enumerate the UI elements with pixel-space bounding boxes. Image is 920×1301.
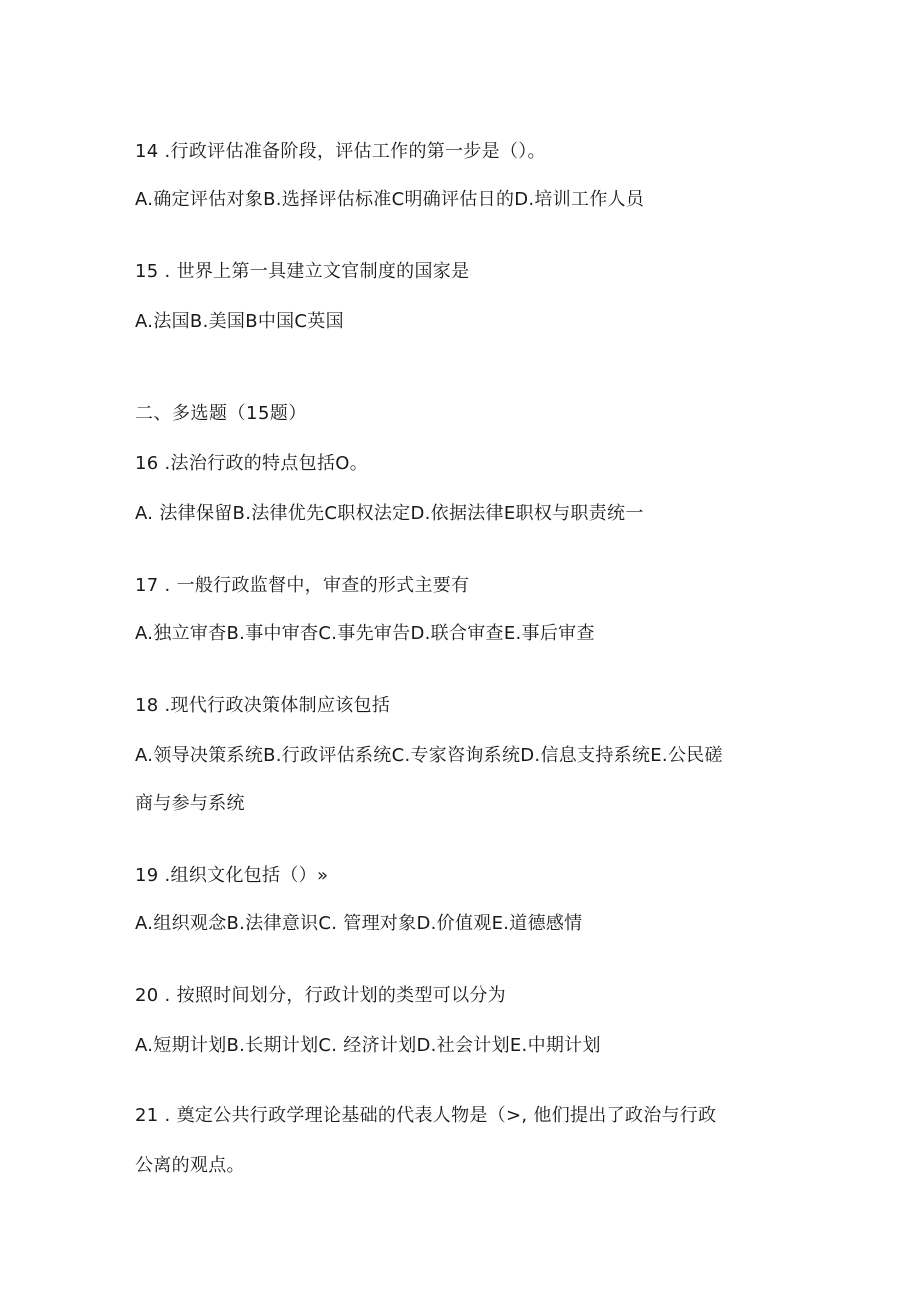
question-19-options: A.组织观念B.法律意识C. 管理对象D.价值观E.道德感情	[135, 913, 583, 934]
question-14-options: A.确定评估对象B.选择评估标准C明确评估日的D.培训工作人员	[135, 189, 645, 210]
question-20: 20 . 按照时间划分，行政计划的类型可以分为	[135, 985, 506, 1006]
question-21: 21 . 奠定公共行政学理论基础的代表人物是（>, 他们提出了政治与行政	[135, 1105, 717, 1126]
question-18-options-cont: 商与参与系统	[135, 793, 245, 814]
section-heading-multiple-choice: 二、多选题（15题）	[135, 403, 307, 424]
question-15: 15 . 世界上第一具建立文官制度的国家是	[135, 261, 470, 282]
question-17: 17 . 一般行政监督中，审查的形式主要有	[135, 575, 470, 596]
question-14: 14 .行政评估准备阶段，评估工作的第一步是（）。	[135, 141, 546, 162]
question-21-cont: 公离的观点。	[135, 1155, 245, 1176]
question-15-options: A.法国B.美国B中国C英国	[135, 311, 344, 332]
question-19: 19 .组织文化包括（）»	[135, 865, 329, 886]
question-20-options: A.短期计划B.长期计划C. 经济计划D.社会计划E.中期计划	[135, 1035, 601, 1056]
question-18-options: A.领导决策系统B.行政评估系统C.专家咨询系统D.信息支持系统E.公民磋	[135, 745, 723, 766]
question-17-options: A.独立审杳B.事中审杳C.事先审告D.联合审查E.事后审查	[135, 623, 595, 644]
question-16-options: A. 法律保留B.法律优先C职权法定D.依据法律E职权与职责统一	[135, 503, 644, 524]
question-16: 16 .法治行政的特点包括O。	[135, 453, 369, 474]
question-18: 18 .现代行政决策体制应该包括	[135, 695, 391, 716]
